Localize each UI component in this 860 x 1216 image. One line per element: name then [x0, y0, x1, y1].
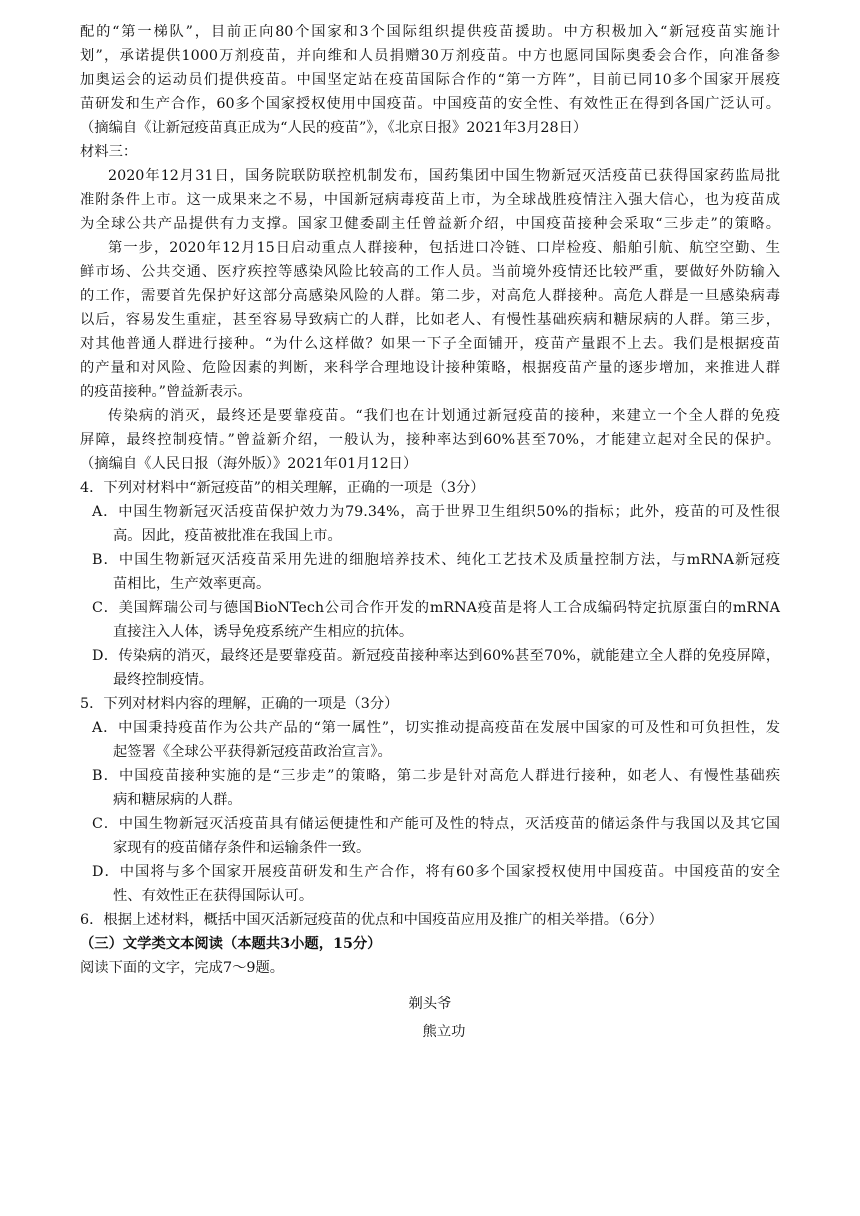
- q4-option-a: A．中国生物新冠灭活疫苗保护效力为79.34%，高于世界卫生组织50%的指标；此外，疫苗的可及性很: [92, 504, 780, 520]
- paragraph-line: 配的“第一梯队”，目前正向80个国家和3个国际组织提供疫苗援助。中方积极加入“新冠疫苗实施计: [80, 24, 780, 40]
- q4-option-d-cont: 最终控制疫情。: [113, 672, 214, 688]
- q4-option-d: D．传染病的消灭，最终还是要靠疫苗。新冠疫苗接种率达到60%甚至70%，就能建立全人群的免疫屏障，: [92, 648, 780, 664]
- source-citation: （摘编自《人民日报（海外版）》2021年01月12日）: [80, 456, 418, 472]
- q5-option-c: C．中国生物新冠灭活疫苗具有储运便捷性和产能可及性的特点，灭活疫苗的储运条件与我国以及其它国: [92, 816, 780, 832]
- q4-option-c-cont: 直接注入人体，诱导免疫系统产生相应的抗体。: [113, 624, 414, 640]
- paragraph-line: 准附条件上市。这一成果来之不易，中国新冠病毒疫苗上市，为全球战胜疫情注入强大信心，也为疫苗成: [80, 192, 780, 208]
- paragraph-line: 对其他普通人群进行接种。“为什么这样做？如果一下子全面铺开，疫苗产量跟不上去。我们是根据疫苗: [80, 336, 780, 352]
- q4-option-a-cont: 高。因此，疫苗被批准在我国上市。: [113, 528, 342, 544]
- paragraph-line: 为全球公共产品提供有力支撑。国家卫健委副主任曾益新介绍，中国疫苗接种会采取“三步走”的策略。: [80, 216, 780, 232]
- q5-option-c-cont: 家现有的疫苗储存条件和运输条件一致。: [113, 840, 371, 856]
- paragraph-line: 2020年12月31日，国务院联防联控机制发布，国药集团中国生物新冠灭活疫苗已获得国家药监局批: [108, 168, 780, 184]
- paragraph-line: 传染病的消灭，最终还是要靠疫苗。“我们也在计划通过新冠疫苗的接种，来建立一个全人群的免疫: [108, 408, 780, 424]
- paragraph-line: 第一步，2020年12月15日启动重点人群接种，包括进口冷链、口岸检疫、船舶引航、航空空勤、生: [108, 240, 780, 256]
- reading-instruction: 阅读下面的文字，完成7～9题。: [80, 960, 285, 976]
- story-title: 剃头爷: [408, 996, 452, 1012]
- material-heading: 材料三：: [80, 144, 138, 160]
- section-heading: （三）文学类文本阅读（本题共3小题，15分）: [80, 936, 382, 952]
- paragraph-line: 的工作，需要首先保护好这部分高感染风险的人群。第二步，对高危人群接种。高危人群是一旦感染病毒: [80, 288, 780, 304]
- paragraph-line: 屏障，最终控制疫情。”曾益新介绍，一般认为，接种率达到60%甚至70%，才能建立起对全民的保护。: [80, 432, 780, 448]
- question-4: 4．下列对材料中“新冠疫苗”的相关理解，正确的一项是（3分）: [80, 480, 485, 496]
- paragraph-line: 加奥运会的运动员们提供疫苗。中国坚定站在疫苗国际合作的“第一方阵”，目前已同10多个国家开展疫: [80, 72, 780, 88]
- paragraph-line: 划”，承诺提供1000万剂疫苗，并向维和人员捐赠30万剂疫苗。中方也愿同国际奥委会合作，向准备参: [80, 48, 780, 64]
- q5-option-a-cont: 起签署《全球公平获得新冠疫苗政治宣言》。: [113, 744, 392, 760]
- q5-option-b-cont: 病和糖尿病的人群。: [113, 792, 242, 808]
- question-6: 6．根据上述材料，概括中国灭活新冠疫苗的优点和中国疫苗应用及推广的相关举措。（6分）: [80, 912, 663, 928]
- paragraph-line: 的疫苗接种。”曾益新表示。: [80, 384, 252, 400]
- paragraph-line: 的产量和对风险、危险因素的判断，来科学合理地设计接种策略，根据疫苗产量的逐步增加，来推进人群: [80, 360, 780, 376]
- q5-option-a: A．中国秉持疫苗作为公共产品的“第一属性”，切实推动提高疫苗在发展中国家的可及性和可负担性，发: [92, 720, 780, 736]
- q4-option-b: B．中国生物新冠灭活疫苗采用先进的细胞培养技术、纯化工艺技术及质量控制方法，与mRNA新冠疫: [92, 552, 780, 568]
- q4-option-c: C．美国辉瑞公司与德国BioNTech公司合作开发的mRNA疫苗是将人工合成编码特定抗原蛋白的mRNA: [92, 600, 780, 616]
- q4-option-b-cont: 苗相比，生产效率更高。: [113, 576, 271, 592]
- q5-option-d: D．中国将与多个国家开展疫苗研发和生产合作，将有60多个国家授权使用中国疫苗。中国疫苗的安全: [92, 864, 780, 880]
- question-5: 5．下列对材料内容的理解，正确的一项是（3分）: [80, 696, 399, 712]
- paragraph-line: 苗研发和生产合作，60多个国家授权使用中国疫苗。中国疫苗的安全性、有效性正在得到各国广泛认可。: [80, 96, 780, 112]
- story-author: 熊立功: [422, 1024, 466, 1040]
- source-citation: （摘编自《让新冠疫苗真正成为“人民的疫苗”》，《北京日报》2021年3月28日）: [80, 120, 588, 136]
- paragraph-line: 鲜市场、公共交通、医疗疾控等感染风险比较高的工作人员。当前境外疫情还比较严重，要做好外防输入: [80, 264, 780, 280]
- q5-option-b: B．中国疫苗接种实施的是“三步走”的策略，第二步是针对高危人群进行接种，如老人、有慢性基础疾: [92, 768, 780, 784]
- paragraph-line: 以后，容易发生重症，甚至容易导致病亡的人群，比如老人、有慢性基础疾病和糖尿病的人群。第三步，: [80, 312, 780, 328]
- q5-option-d-cont: 性、有效性正在获得国际认可。: [113, 888, 314, 904]
